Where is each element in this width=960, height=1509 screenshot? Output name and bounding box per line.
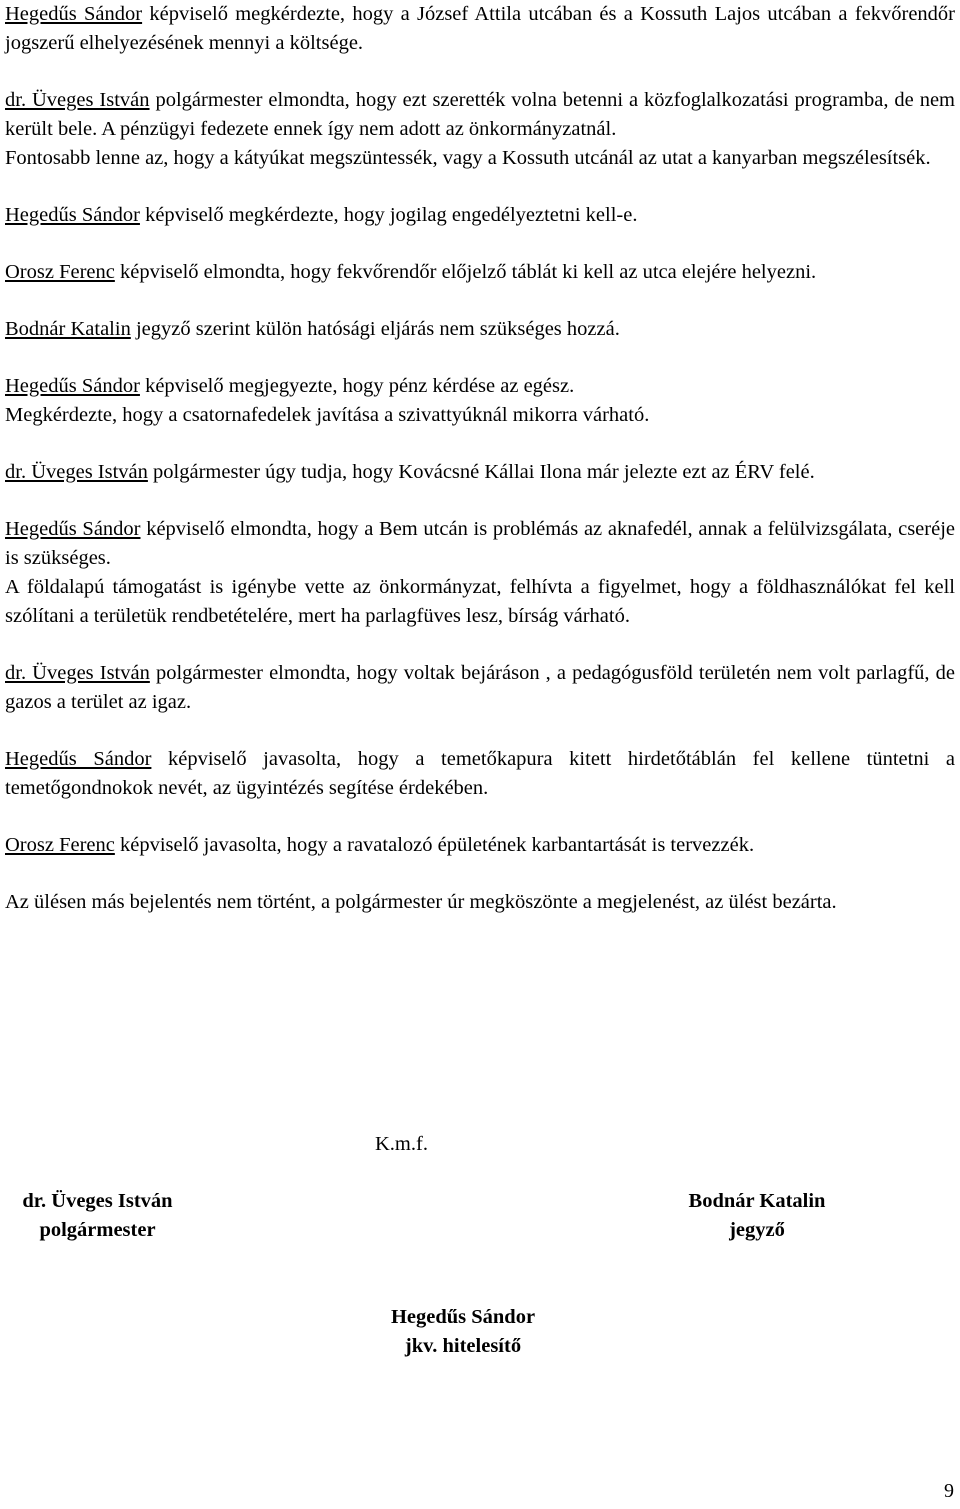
paragraph-text: polgármester elmondta, hogy voltak bejáráson , a pedagógusföld területén nem volt parlagfű, de gazos a terület az igaz.: [5, 662, 955, 713]
paragraph-text: polgármester úgy tudja, hogy Kovácsné Kállai Ilona már jelezte ezt az ÉRV felé.: [147, 461, 815, 483]
paragraph-text: képviselő megjegyezte, hogy pénz kérdése az egész.: [139, 375, 575, 397]
paragraph-p4: [5, 201, 955, 230]
speaker-name: Orosz Ferenc: [5, 834, 115, 856]
paragraph-text: képviselő megkérdezte, hogy a József Attila utcában és a Kossuth Lajos utcában a fekvőrendőr jogszerű elhelyezésének mennyi a költsége.: [5, 3, 955, 54]
signature-role: jegyző: [729, 1219, 785, 1241]
speaker-name: Hegedűs Sándor: [5, 375, 140, 397]
paragraph-text: Fontosabb lenne az, hogy a kátyúkat megszüntessék, vagy a Kossuth utcánál az utat a kanyarban megszélesítsék.: [5, 147, 931, 169]
signature-name: Bodnár Katalin: [688, 1190, 826, 1212]
signature-mayor: [5, 1187, 190, 1245]
speaker-name: Hegedűs Sándor: [5, 204, 140, 226]
paragraph-text: jegyző szerint külön hatósági eljárás nem szükséges hozzá.: [130, 318, 620, 340]
paragraph-text: képviselő javasolta, hogy a ravatalozó épületének karbantartását is tervezzék.: [114, 834, 755, 856]
paragraph-p5: [5, 258, 955, 287]
paragraph-text: Az ülésen más bejelentés nem történt, a polgármester úr megköszönte a megjelenést, az ülést bezárta.: [5, 891, 837, 913]
paragraph-text: képviselő megkérdezte, hogy jogilag engedélyeztetni kell-e.: [139, 204, 638, 226]
paragraph-text: polgármester elmondta, hogy ezt szerették volna betenni a közfoglalkozatási programba, de nem került bele. A pénzügyi fedezete ennek így nem adott az önkormányzatnál.: [5, 89, 955, 140]
speaker-name: dr. Üveges István: [5, 662, 150, 684]
paragraph-p3: [5, 144, 955, 173]
paragraph-text: képviselő javasolta, hogy a temetőkapura kitett hirdetőtáblán fel kellene tüntetni a temetőgondnokok nevét, az ügyintézés segítése érdekében.: [5, 748, 955, 799]
paragraph-text: A földalapú támogatást is igénybe vette az önkormányzat, felhívta a figyelmet, hogy a földhasználókat fel kell szólítani a területük rendbetételére, mert ha parlagfüves lesz, bírság várható.: [5, 576, 955, 627]
speaker-name: dr. Üveges István: [5, 89, 150, 111]
paragraph-spacer: [5, 803, 955, 831]
paragraph-spacer: [5, 58, 955, 86]
speaker-name: Hegedűs Sándor: [5, 748, 152, 770]
paragraph-p10: [5, 515, 955, 573]
signature-role: jkv. hitelesítő: [404, 1335, 522, 1357]
paragraph-spacer: [5, 487, 955, 515]
paragraph-p2: [5, 86, 955, 144]
speaker-name: Hegedűs Sándor: [5, 3, 143, 25]
paragraph-p8: [5, 401, 955, 430]
signature-name: Hegedűs Sándor: [390, 1306, 536, 1328]
speaker-name: Hegedűs Sándor: [5, 518, 141, 540]
paragraph-spacer: [5, 860, 955, 888]
paragraph-p14: [5, 831, 955, 860]
document-body: [5, 0, 955, 917]
signature-name: dr. Üveges István: [22, 1190, 173, 1212]
page-number: 9: [944, 1480, 954, 1502]
speaker-name: Bodnár Katalin: [5, 318, 131, 340]
paragraph-p9: [5, 458, 955, 487]
paragraph-spacer: [5, 717, 955, 745]
speaker-name: dr. Üveges István: [5, 461, 148, 483]
paragraph-spacer: [5, 230, 955, 258]
paragraph-spacer: [5, 430, 955, 458]
paragraph-p7: [5, 372, 955, 401]
paragraph-p12: [5, 659, 955, 717]
paragraph-spacer: [5, 631, 955, 659]
signature-role: polgármester: [39, 1219, 156, 1241]
paragraph-text: képviselő elmondta, hogy fekvőrendőr előjelző táblát ki kell az utca elejére helyezni.: [114, 261, 817, 283]
signature-notary: [672, 1187, 842, 1245]
paragraph-text: képviselő elmondta, hogy a Bem utcán is problémás az aknafedél, annak a felülvizsgálata, cseréje is szükséges.: [5, 518, 955, 569]
paragraph-p13: [5, 745, 955, 803]
signature-authenticator: [372, 1303, 554, 1361]
paragraph-p15: [5, 888, 955, 917]
paragraph-p6: [5, 315, 955, 344]
kmf-label: K.m.f.: [375, 1133, 428, 1155]
paragraph-p1: [5, 0, 955, 58]
paragraph-spacer: [5, 344, 955, 372]
paragraph-text: Megkérdezte, hogy a csatornafedelek javítása a szivattyúknál mikorra várható.: [5, 404, 650, 426]
paragraph-spacer: [5, 173, 955, 201]
paragraph-spacer: [5, 287, 955, 315]
speaker-name: Orosz Ferenc: [5, 261, 115, 283]
paragraph-p11: [5, 573, 955, 631]
